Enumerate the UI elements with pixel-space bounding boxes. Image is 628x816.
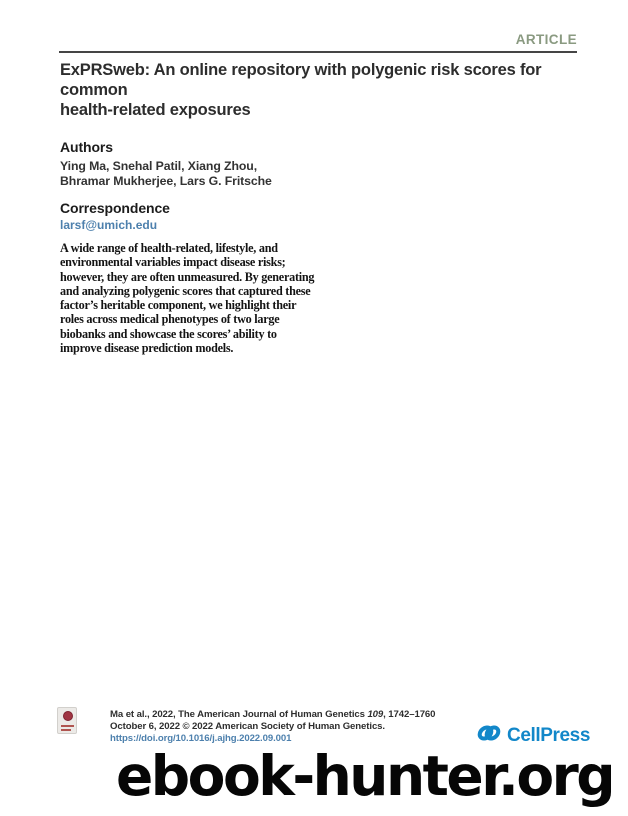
citation-block bbox=[110, 709, 435, 745]
author-names-line2: Bhramar Mukherjee, Lars G. Fritsche bbox=[60, 173, 272, 188]
article-type-label: ARTICLE bbox=[515, 32, 577, 47]
journal-cover-thumbnail bbox=[57, 707, 77, 734]
journal-thumbnail-emblem-icon bbox=[63, 711, 73, 721]
paper-summary: A wide range of health-related, lifestyle, and environmental variables impact disease risks; however, they are often unmeasured. By generating and analyzing polygenic scores that captured these factor’s heritable component, we highlight their roles across medical phenotypes of two large biobanks and showcase the scores’ ability to improve disease prediction models. bbox=[60, 241, 315, 356]
copyright-line: October 6, 2022 © 2022 American Society of Human Genetics. bbox=[110, 721, 385, 732]
ebook-hunter-watermark: ebook-hunter.org bbox=[116, 744, 614, 808]
correspondence-email-link[interactable]: larsf@umich.edu bbox=[60, 218, 158, 232]
correspondence-heading: Correspondence bbox=[60, 200, 170, 216]
doi-link[interactable]: https://doi.org/10.1016/j.ajhg.2022.09.001 bbox=[110, 733, 292, 744]
paper-title-line1: ExPRSweb: An online repository with polygenic risk scores for common bbox=[60, 61, 542, 99]
authors-heading: Authors bbox=[60, 139, 113, 155]
author-names bbox=[60, 159, 272, 188]
citation-pages: , 1742–1760 bbox=[383, 709, 436, 720]
citation-text: Ma et al., 2022, The American Journal of Human Genetics bbox=[110, 709, 368, 720]
citation-volume: 109 bbox=[367, 709, 384, 720]
cellpress-wordmark: CellPress bbox=[507, 724, 591, 746]
paper-title bbox=[60, 60, 585, 120]
header-divider bbox=[59, 51, 577, 53]
author-names-line1: Ying Ma, Snehal Patil, Xiang Zhou, bbox=[60, 159, 258, 173]
paper-title-line2: health-related exposures bbox=[60, 101, 251, 119]
